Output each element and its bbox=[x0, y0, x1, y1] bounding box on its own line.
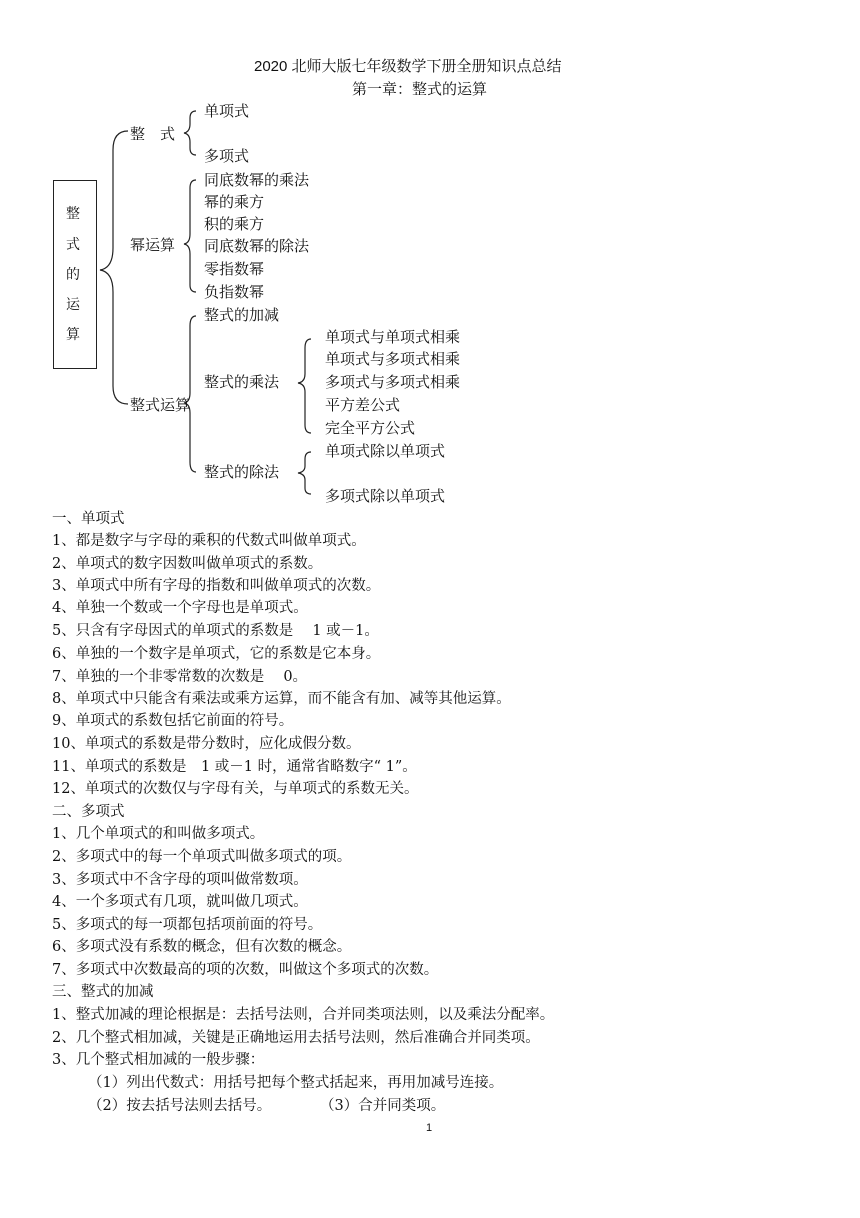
root-char: 式 bbox=[66, 237, 80, 253]
leaf-mi: 负指数幂 bbox=[204, 283, 265, 301]
list-item: 3、几个整式相加减的一般步骤： bbox=[52, 1052, 265, 1068]
list-item: 1、整式加减的理论根据是：去括号法则，合并同类项法则，以及乘法分配率。 bbox=[52, 1007, 555, 1023]
list-item: 8、单项式中只能含有乘法或乘方运算，而不能含有加、减等其他运算。 bbox=[52, 691, 511, 707]
list-item: 5、只含有字母因式的单项式的系数是 1 或－1。 bbox=[52, 623, 379, 639]
section-heading-3: 三、整式的加减 bbox=[52, 984, 154, 1000]
chapter-title: 第一章：整式的运算 bbox=[352, 80, 488, 98]
list-item: 11、单项式的系数是 1 或－1 时，通常省略数字“ 1”。 bbox=[52, 759, 417, 775]
list-item: 6、单独的一个数字是单项式，它的系数是它本身。 bbox=[52, 646, 381, 662]
list-item: 6、多项式没有系数的概念，但有次数的概念。 bbox=[52, 939, 352, 955]
root-char: 运 bbox=[66, 297, 80, 313]
list-item: 3、单项式中所有字母的指数和叫做单项式的次数。 bbox=[52, 578, 381, 594]
node-zhengshi-yunsuan: 整式运算 bbox=[130, 396, 191, 414]
leaf-mi: 同底数幂的除法 bbox=[204, 237, 310, 255]
list-item: 4、一个多项式有几项，就叫做几项式。 bbox=[52, 894, 308, 910]
list-item: 7、单独的一个非零常数的次数是 0。 bbox=[52, 669, 308, 685]
leaf-duoxiangshi: 多项式 bbox=[204, 147, 250, 165]
root-char: 的 bbox=[66, 267, 80, 283]
root-char: 算 bbox=[66, 327, 80, 343]
node-zhengshi: 整 式 bbox=[130, 125, 176, 143]
list-item: 2、单项式的数字因数叫做单项式的系数。 bbox=[52, 556, 323, 572]
list-item: 5、多项式的每一项都包括项前面的符号。 bbox=[52, 917, 323, 933]
leaf-mul: 多项式与多项式相乘 bbox=[325, 373, 461, 391]
step-item: （1）列出代数式：用括号把每个整式括起来，再用加减号连接。 bbox=[88, 1075, 504, 1091]
leaf-div: 多项式除以单项式 bbox=[325, 487, 446, 505]
list-item: 4、单独一个数或一个字母也是单项式。 bbox=[52, 600, 308, 616]
leaf-div: 单项式除以单项式 bbox=[325, 442, 446, 460]
document-title: 2020 北师大版七年级数学下册全册知识点总结 bbox=[254, 58, 562, 75]
list-item: 1、几个单项式的和叫做多项式。 bbox=[52, 826, 265, 842]
step-item: （3）合并同类项。 bbox=[320, 1098, 446, 1114]
list-item: 3、多项式中不含字母的项叫做常数项。 bbox=[52, 872, 308, 888]
section-heading-2: 二、多项式 bbox=[52, 804, 125, 820]
list-item: 7、多项式中次数最高的项的次数，叫做这个多项式的次数。 bbox=[52, 962, 439, 978]
node-jiajian: 整式的加减 bbox=[204, 306, 280, 324]
list-item: 10、单项式的系数是带分数时，应化成假分数。 bbox=[52, 736, 361, 752]
leaf-mul: 单项式与单项式相乘 bbox=[325, 328, 461, 346]
leaf-mi: 幂的乘方 bbox=[204, 193, 265, 211]
leaf-mi: 零指数幂 bbox=[204, 260, 265, 278]
list-item: 2、几个整式相加减，关键是正确地运用去括号法则，然后准确合并同类项。 bbox=[52, 1030, 540, 1046]
leaf-mul: 完全平方公式 bbox=[325, 419, 416, 437]
root-char: 整 bbox=[66, 206, 80, 222]
leaf-mi: 同底数幂的乘法 bbox=[204, 171, 310, 189]
list-item: 2、多项式中的每一个单项式叫做多项式的项。 bbox=[52, 849, 352, 865]
page-number: 1 bbox=[426, 1122, 433, 1134]
node-chengfa: 整式的乘法 bbox=[204, 373, 280, 391]
leaf-mul: 平方差公式 bbox=[325, 396, 401, 414]
list-item: 9、单项式的系数包括它前面的符号。 bbox=[52, 713, 294, 729]
list-item: 12、单项式的次数仅与字母有关，与单项式的系数无关。 bbox=[52, 781, 419, 797]
leaf-mi: 积的乘方 bbox=[204, 215, 265, 233]
step-item: （2）按去括号法则去括号。 bbox=[88, 1098, 272, 1114]
list-item: 1、都是数字与字母的乘积的代数式叫做单项式。 bbox=[52, 533, 366, 549]
leaf-danxiangshi: 单项式 bbox=[204, 102, 250, 120]
leaf-mul: 单项式与多项式相乘 bbox=[325, 350, 461, 368]
node-chufa: 整式的除法 bbox=[204, 463, 280, 481]
section-heading-1: 一、单项式 bbox=[52, 511, 125, 527]
node-miyunsuan: 幂运算 bbox=[130, 236, 176, 254]
